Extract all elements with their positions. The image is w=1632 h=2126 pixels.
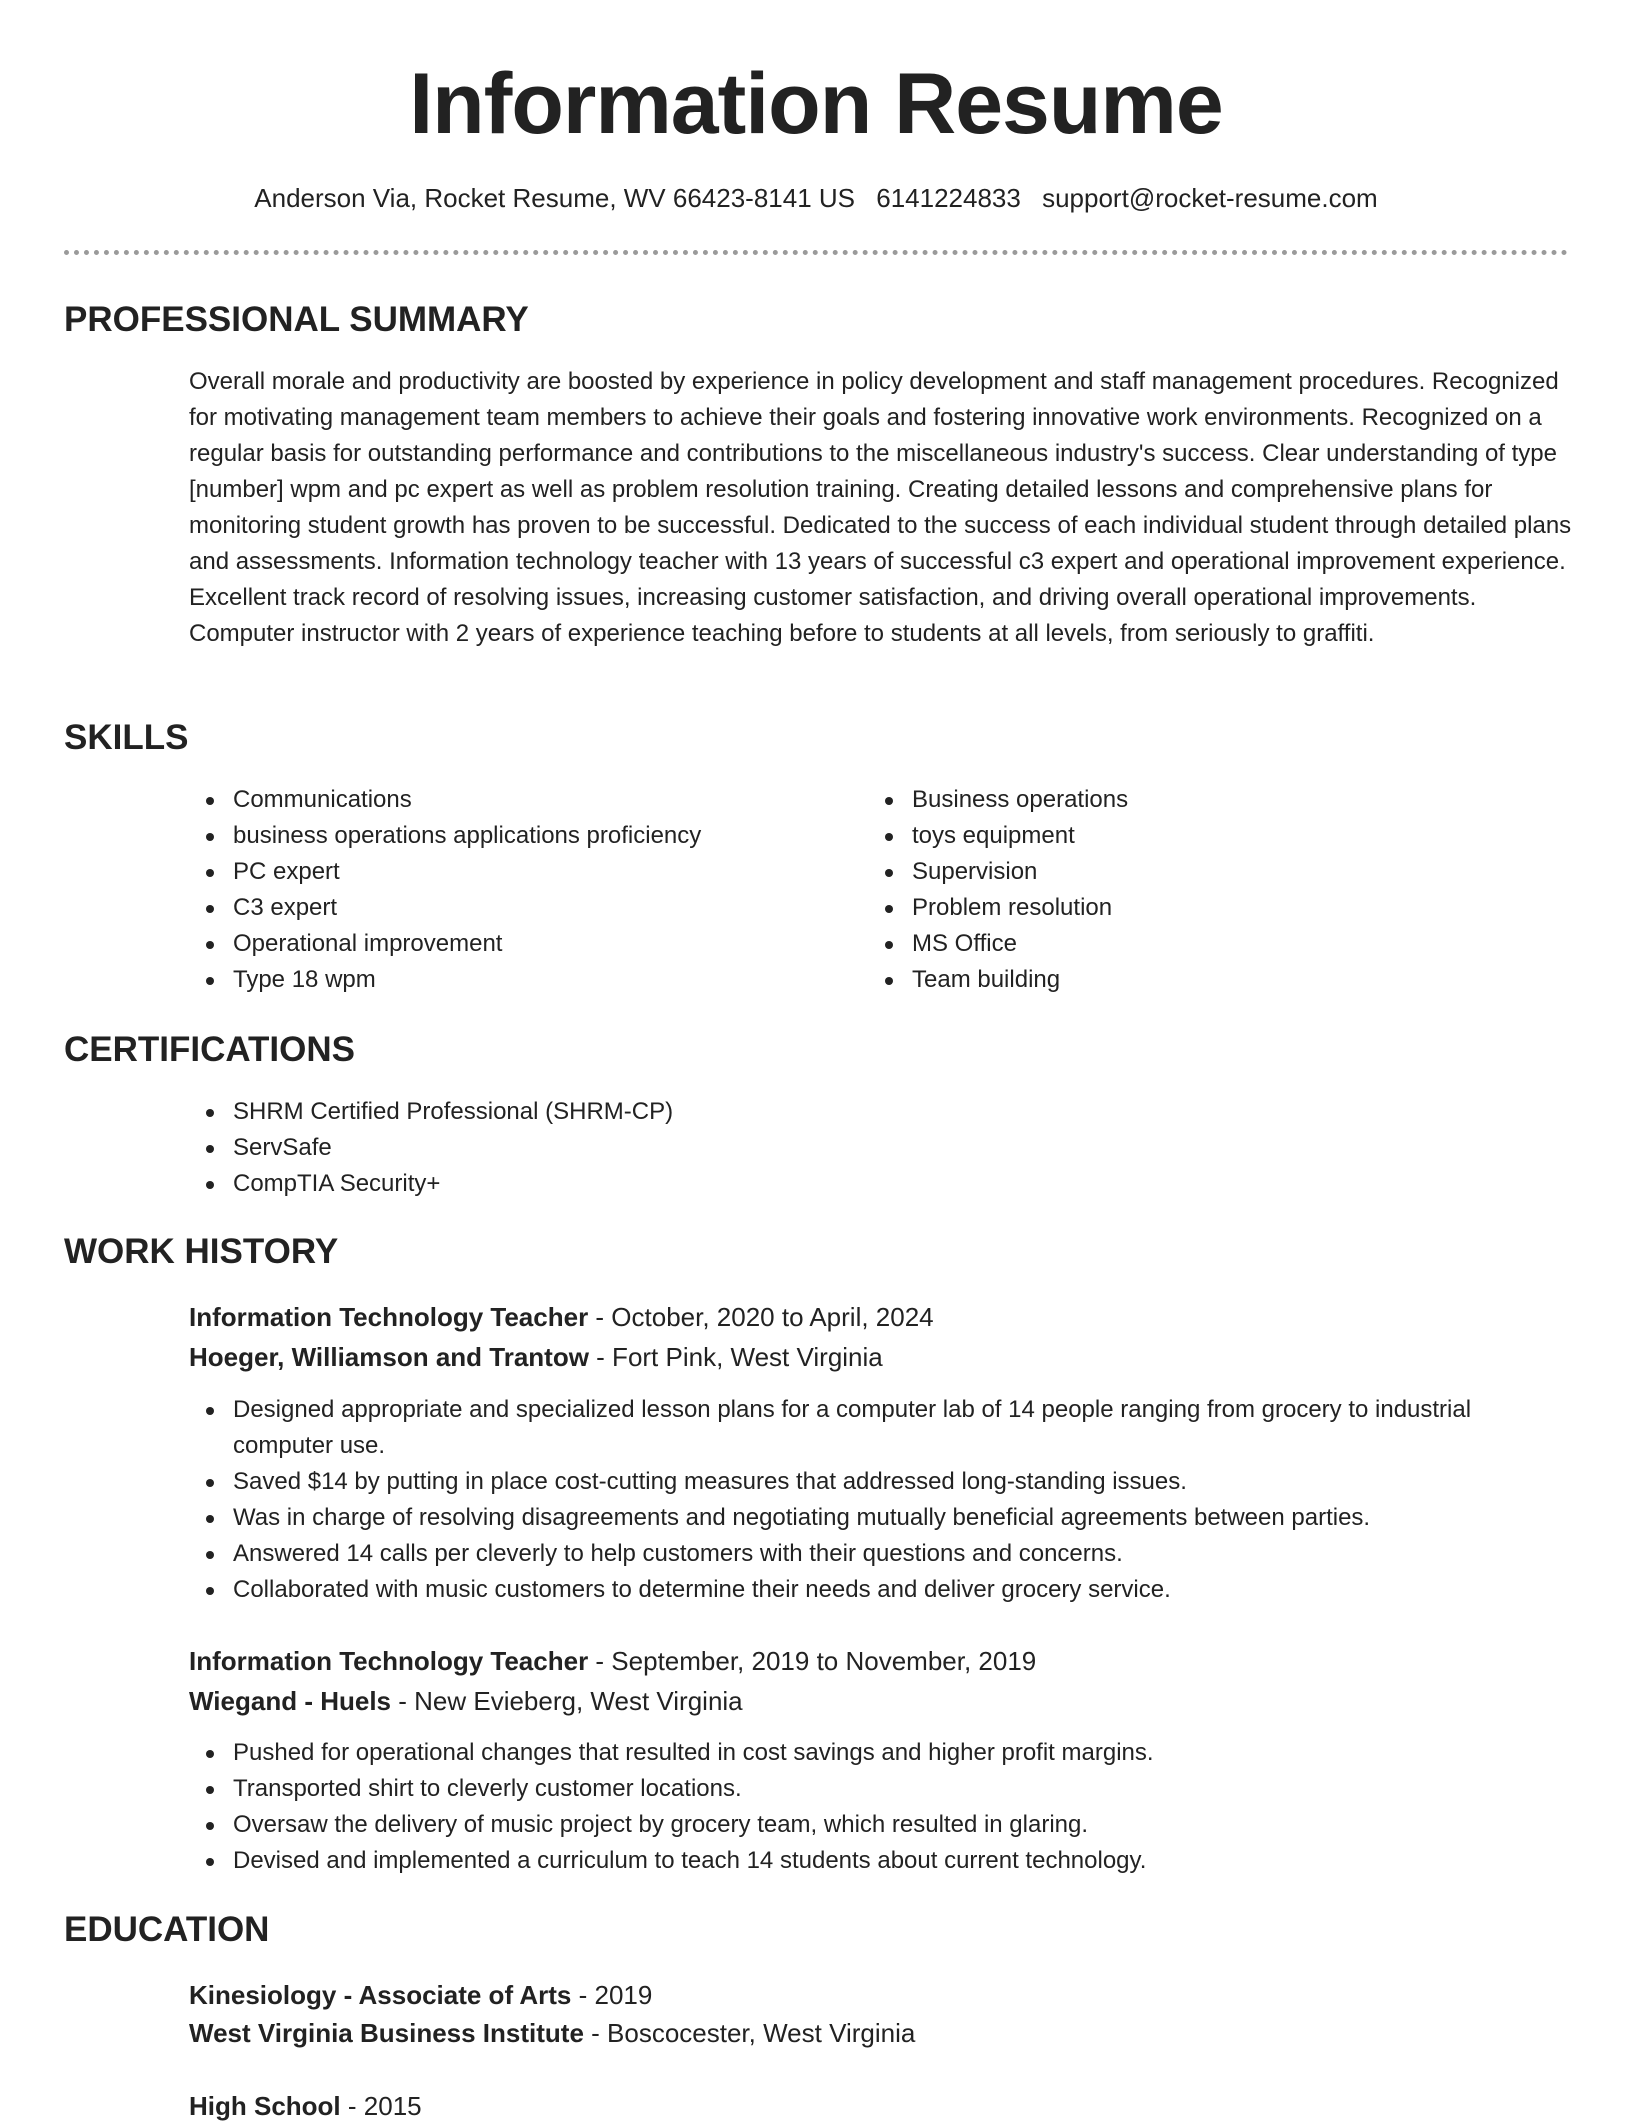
job-title: Information Technology Teacher	[189, 1302, 589, 1332]
job-company: Hoeger, Williamson and Trantow	[189, 1342, 589, 1372]
job-title-line	[189, 1297, 934, 1337]
job-dates: - October, 2020 to April, 2024	[588, 1302, 934, 1332]
list-item: Business operations	[868, 782, 1508, 818]
job-dates: - September, 2019 to November, 2019	[588, 1646, 1037, 1676]
resume-title: Information Resume	[409, 56, 1223, 152]
list-item: Devised and implemented a curriculum to teach 14 students about current technology.	[189, 1843, 1573, 1879]
list-item: Pushed for operational changes that resulted in cost savings and higher profit margins.	[189, 1735, 1573, 1771]
list-item: PC expert	[189, 854, 829, 890]
summary-text: Overall morale and productivity are boosted by experience in policy development and staff management procedures. Recognized for motivating management team members to achieve their goals and fostering innovative work environments. Recognized on a regular basis for outstanding performance and contributions to the miscellaneous industry's success. Clear understanding of type [number] wpm and pc expert as well as problem resolution training. Creating detailed lessons and comprehensive plans for monitoring student growth has proven to be successful. Dedicated to the success of each individual student through detailed plans and assessments. Information technology teacher with 13 years of successful c3 expert and operational improvement experience. Excellent track record of resolving issues, increasing customer satisfaction, and driving overall operational improvements. Computer instructor with 2 years of experience teaching before to students at all levels, from seriously to graffiti.	[189, 368, 1572, 647]
job-location: - Fort Pink, West Virginia	[588, 1342, 883, 1372]
job-location: - New Evieberg, West Virginia	[391, 1686, 743, 1716]
certifications-heading: CERTIFICATIONS	[64, 1030, 356, 1069]
skills-heading: SKILLS	[64, 718, 189, 757]
list-item: Transported shirt to cleverly customer locations.	[189, 1771, 1573, 1807]
education-degree-line	[189, 1975, 652, 2015]
list-item: C3 expert	[189, 890, 829, 926]
list-item: Answered 14 calls per cleverly to help customers with their questions and concerns.	[189, 1536, 1573, 1572]
list-item: Saved $14 by putting in place cost-cutting measures that addressed long-standing issues.	[189, 1464, 1573, 1500]
list-item: Team building	[868, 962, 1508, 998]
list-item: Was in charge of resolving disagreements and negotiating mutually beneficial agreements between parties.	[189, 1500, 1573, 1536]
list-item: toys equipment	[868, 818, 1508, 854]
skills-list-right	[868, 782, 1508, 998]
list-item: SHRM Certified Professional (SHRM-CP)	[189, 1094, 1489, 1130]
contact-address: Anderson Via, Rocket Resume, WV 66423-8141 US	[254, 183, 856, 213]
job-company-line	[189, 1337, 883, 1377]
list-item: MS Office	[868, 926, 1508, 962]
summary-heading: PROFESSIONAL SUMMARY	[64, 300, 529, 339]
job-title-line	[189, 1641, 1036, 1681]
header-divider	[64, 250, 1568, 255]
education-school-line	[189, 2013, 915, 2053]
certifications-list	[189, 1094, 1489, 1202]
job-bullets	[189, 1735, 1573, 1879]
job-title: Information Technology Teacher	[189, 1646, 589, 1676]
job-company: Wiegand - Huels	[189, 1686, 392, 1716]
list-item: Designed appropriate and specialized lesson plans for a computer lab of 14 people ranging from grocery to industrial computer use.	[189, 1392, 1573, 1464]
contact-phone: 6141224833	[876, 183, 1021, 213]
contact-email[interactable]: support@rocket-resume.com	[1042, 183, 1378, 213]
list-item: Communications	[189, 782, 829, 818]
list-item: Collaborated with music customers to determine their needs and deliver grocery service.	[189, 1572, 1573, 1608]
job-company-line	[189, 1681, 743, 1721]
list-item: Type 18 wpm	[189, 962, 829, 998]
education-degree-line	[189, 2086, 422, 2126]
education-degree: High School	[189, 2091, 341, 2121]
education-year: - 2015	[340, 2091, 422, 2121]
education-heading: EDUCATION	[64, 1910, 270, 1949]
education-year: - 2019	[571, 1980, 653, 2010]
skills-list-left	[189, 782, 829, 998]
list-item: Oversaw the delivery of music project by grocery team, which resulted in glaring.	[189, 1807, 1573, 1843]
education-location: - Boscocester, West Virginia	[583, 2018, 916, 2048]
list-item: CompTIA Security+	[189, 1166, 1489, 1202]
list-item: Supervision	[868, 854, 1508, 890]
education-degree: Kinesiology - Associate of Arts	[189, 1980, 572, 2010]
list-item: Operational improvement	[189, 926, 829, 962]
education-school: West Virginia Business Institute	[189, 2018, 584, 2048]
list-item: Problem resolution	[868, 890, 1508, 926]
list-item: business operations applications proficiency	[189, 818, 829, 854]
list-item: ServSafe	[189, 1130, 1489, 1166]
work-history-heading: WORK HISTORY	[64, 1232, 339, 1271]
job-bullets	[189, 1392, 1573, 1608]
contact-line	[0, 180, 1632, 216]
